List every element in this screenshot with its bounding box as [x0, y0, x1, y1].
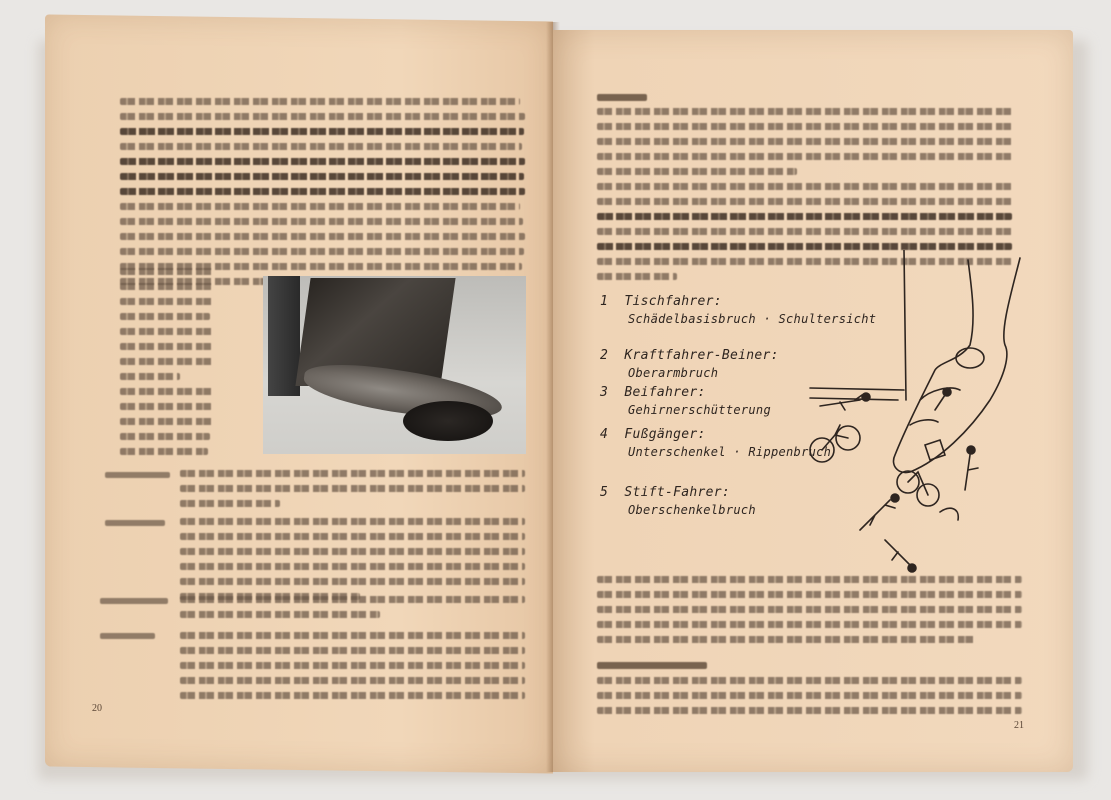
left-paragraph-4: [180, 632, 530, 707]
legend-item-5-label: 5 Stift-Fahrer:: [600, 485, 731, 500]
right-text-block-2: [597, 576, 1027, 651]
legend-item-1-label: 1 Tischfahrer:: [600, 294, 722, 309]
accident-scene-photo: [263, 276, 526, 454]
legend-item-3-detail: Gehirnerschütterung: [628, 403, 771, 417]
left-paragraph-1: [180, 470, 530, 515]
paragraph-label: [105, 520, 165, 526]
paragraph-label: [100, 598, 168, 604]
paragraph-label: [100, 633, 155, 639]
left-text-column-beside-photo: [120, 268, 220, 463]
accident-sketch-diagram: [800, 250, 1040, 580]
right-heading-1: [597, 94, 647, 101]
legend-item-5-detail: Oberschenkelbruch: [628, 503, 756, 517]
legend-item-1-detail: Schädelbasisbruch · Schultersicht: [628, 312, 877, 326]
left-page-number: 20: [92, 703, 102, 714]
legend-item-4-detail: Unterschenkel · Rippenbruch: [628, 445, 832, 459]
right-heading-2: [597, 662, 707, 669]
paragraph-label: [105, 472, 170, 478]
left-paragraph-2: [180, 518, 530, 608]
left-paragraph-3: [180, 596, 530, 626]
legend-item-2-detail: Oberarmbruch: [628, 366, 719, 380]
right-page-number: 21: [1014, 720, 1024, 731]
left-text-block-top: [120, 98, 530, 293]
legend-item-3-label: 3 Beifahrer:: [600, 385, 706, 400]
legend-item-2-label: 2 Kraftfahrer-Beiner:: [600, 348, 779, 363]
right-text-block-3: [597, 677, 1027, 722]
legend-item-4-label: 4 Fußgänger:: [600, 427, 706, 442]
